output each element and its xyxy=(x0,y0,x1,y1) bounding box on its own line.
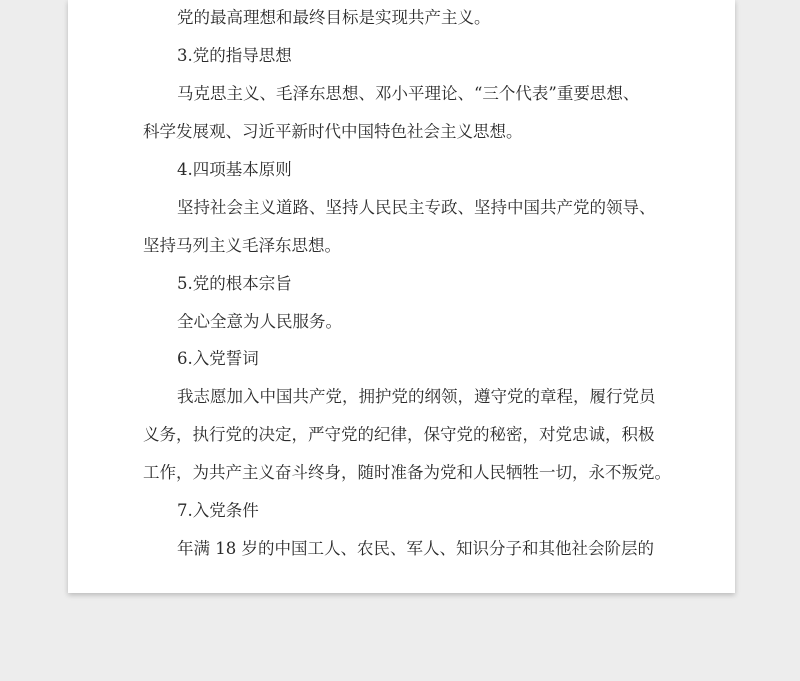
paragraph-line: 工作，为共产主义奋斗终身，随时准备为党和人民牺牲一切，永不叛党。 xyxy=(143,463,671,482)
paragraph-line: 马克思主义、毛泽东思想、邓小平理论、“三个代表”重要思想、 xyxy=(177,84,640,103)
paragraph-line: 义务，执行党的决定，严守党的纪律，保守党的秘密，对党忠诚，积极 xyxy=(143,425,655,444)
paragraph-line: 我志愿加入中国共产党，拥护党的纲领，遵守党的章程，履行党员 xyxy=(177,387,656,406)
section-heading: 7.入党条件 xyxy=(177,501,259,520)
paragraph-line: 年满 18 岁的中国工人、农民、军人、知识分子和其他社会阶层的 xyxy=(177,539,654,558)
section-heading: 3.党的指导思想 xyxy=(177,46,292,65)
paragraph-line: 坚持马列主义毛泽东思想。 xyxy=(143,236,341,255)
paragraph-line: 坚持社会主义道路、坚持人民民主专政、坚持中国共产党的领导、 xyxy=(177,198,656,217)
section-heading: 6.入党誓词 xyxy=(177,349,259,368)
document-page xyxy=(68,0,735,593)
paragraph-line: 全心全意为人民服务。 xyxy=(177,312,342,331)
section-heading: 5.党的根本宗旨 xyxy=(177,274,292,293)
paragraph-line: 科学发展观、习近平新时代中国特色社会主义思想。 xyxy=(143,122,523,141)
paragraph-line: 党的最高理想和最终目标是实现共产主义。 xyxy=(177,8,491,27)
section-heading: 4.四项基本原则 xyxy=(177,160,292,179)
